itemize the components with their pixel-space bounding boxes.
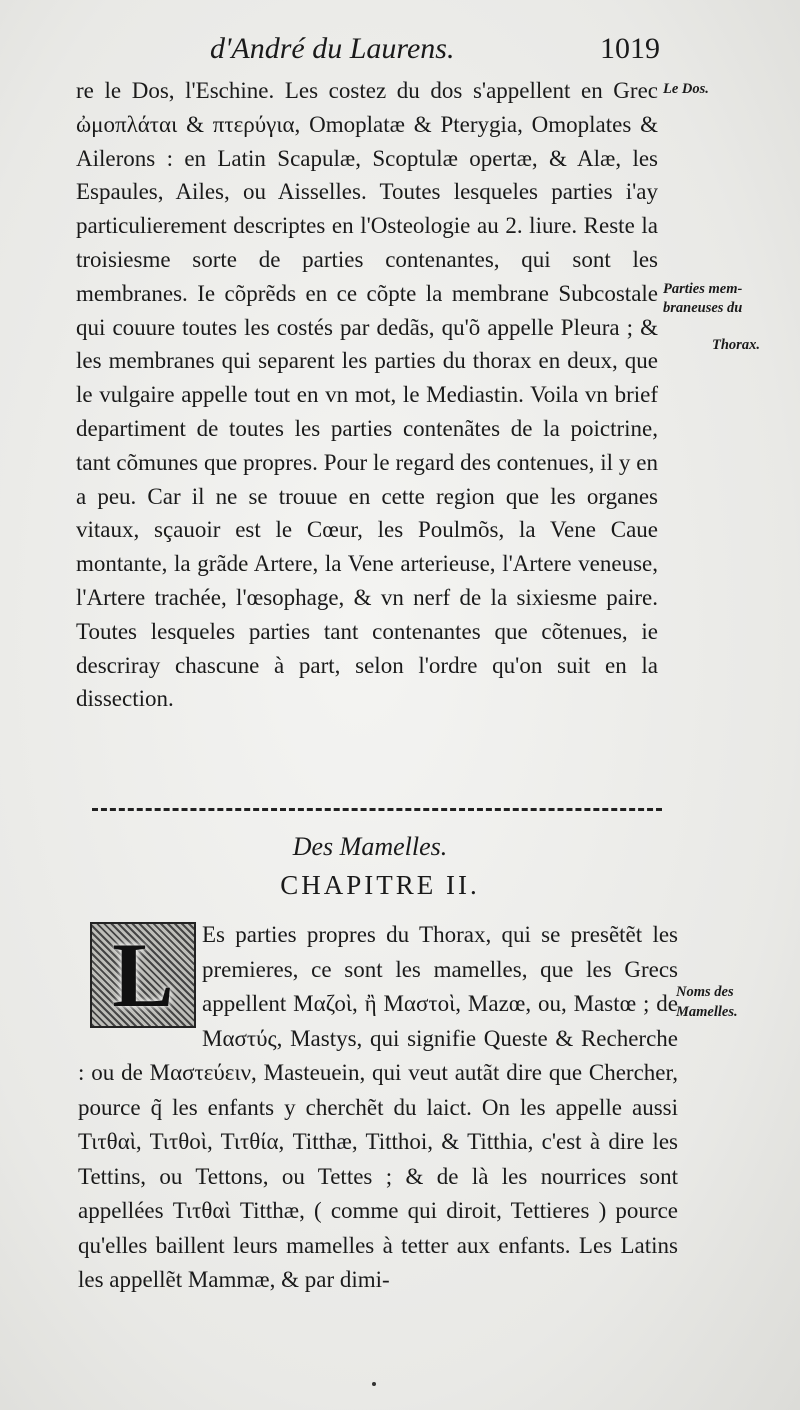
intro-paragraph: re le Dos, l'Eschine. Les costez du dos s'appellent en Grec ὠμοπλάται & πτερύγια, Omoplatæ & Pterygia, Omoplates & Ailerons : en Latin Scapulæ, Scoptulæ opertæ, & Alæ, les Espaules, Ailes, ou Aisselles. Toutes lesqueles parties i'ay particulierement descriptes en l'Osteologie au 2. liure. Reste la troisiesme sorte de parties contenantes, qui sont les membranes. Ie cõprẽds en ce cõpte la membrane Subcostale qui couure toutes les costés par dedãs, qu'õ appelle Pleura ; & les membranes qui separent les parties du thorax en deux, que le vulgaire appelle tout en vn mot, le Mediastin. Voila vn brief departiment de toutes les parties contenãtes de la poictrine, tant cõmunes que propres. Pour le regard des contenues, il y en a peu. Car il ne se trouue en cette region que les organes vitaux, sçauoir est le Cœur, les Poulmõs, la Vene Caue montante, la grãde Artere, la Vene arterieuse, l'Artere veneuse, l'Artere trachée, l'œsophage, & vn nerf de la sixiesme paire. Toutes lesqueles parties tant contenantes que cõtenues, ie descriray chascune à part, selon l'ordre qu'on suit en la dissection. — [76, 78, 658, 712]
margin-note-parties-membraneuses — [663, 280, 773, 318]
margin-note-thorax: Thorax. — [712, 337, 760, 353]
section-divider — [92, 808, 662, 811]
running-title: d'André du Laurens. — [210, 32, 455, 65]
margin-note-noms-des-mamelles — [676, 982, 776, 1022]
section-title: Des Mamelles. — [292, 832, 448, 861]
margin-note-line: Mamelles. — [676, 1004, 738, 1020]
page-number: 1019 — [600, 32, 660, 65]
drop-cap-letter: L — [112, 924, 174, 1026]
intro-text-block — [76, 74, 658, 716]
chapter-title: CHAPITRE II. — [280, 870, 480, 900]
margin-note-le-dos: Le Dos. — [663, 81, 709, 97]
margin-note-line: Noms des — [676, 984, 734, 1000]
ink-dot — [372, 1382, 376, 1386]
chapter-paragraph-text: Es parties propres du Thorax, qui se presẽtẽt les premieres, ce sont les mamelles, que les Grecs appellent Μαζοὶ, ἢ Μαστοὶ, Mazœ, ou, Mastœ ; de Μαστύς, Mastys, qui signifie Queste & Recherche : ou de Μαστεύειν, Masteuein, qui veut autãt dire que Chercher, pource q̃ les enfants y cherchẽt du laict. On les appelle aussi Τιτθαὶ, Τιτθοὶ, Τιτθία, Titthæ, Titthoi, & Titthia, c'est à dire les Tettins, ou Tettons, ou Tettes ; & de là les nourrices sont appellées Τιτθαὶ Titthæ, ( comme qui diroit, Tettieres ) pource qu'elles baillent leurs mamelles à tetter aux enfants. Les Latins les appellẽt Mammæ, & par dimi- — [78, 922, 678, 1292]
running-header — [210, 28, 660, 70]
margin-note-line: Parties mem- — [663, 281, 743, 297]
ornamental-drop-cap — [90, 922, 196, 1028]
margin-note-line: braneuses du — [663, 300, 743, 316]
